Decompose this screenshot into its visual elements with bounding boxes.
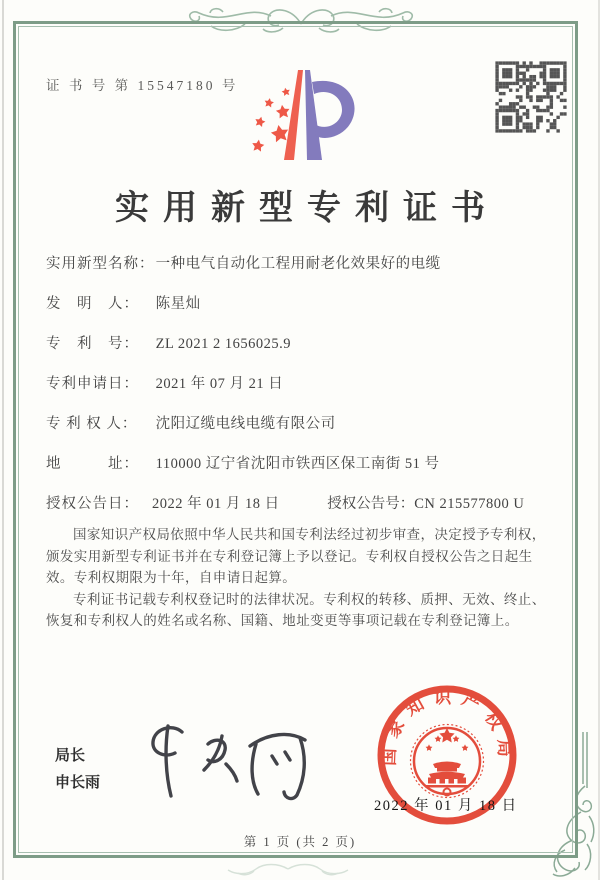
field-label: 专 利 权 人： — [46, 416, 138, 432]
field-label: 实用新型名称： — [46, 256, 155, 272]
signer-name: 申长雨 — [55, 774, 101, 791]
seal-date: 2022 年 01 月 18 日 — [374, 798, 518, 814]
field-value: 2021 年 07 月 21 日 — [155, 376, 284, 392]
field-value: 2022 年 01 月 18 日 — [152, 496, 280, 512]
field-value: ZL 2021 2 1656025.9 — [155, 336, 292, 352]
field-label: 专 利 号： — [46, 336, 139, 352]
field-row-patent-no — [46, 332, 556, 352]
field-label: 授权公告日： — [46, 496, 139, 512]
certificate-fields — [46, 252, 556, 532]
field-row-address — [46, 452, 556, 472]
page-number: 第 1 页 (共 2 页) — [243, 835, 357, 849]
field-label: 发 明 人： — [46, 296, 139, 312]
svg-text:国家知识产权局 — [379, 687, 516, 766]
handwritten-signature-icon — [138, 710, 328, 810]
certificate-number: 证 书 号 第 15547180 号 — [46, 78, 239, 93]
field-label: 地 址： — [46, 456, 139, 472]
field-row-inventor — [46, 292, 556, 312]
field-value: CN 215577800 U — [414, 496, 525, 512]
bottom-ornament-icon — [208, 861, 368, 878]
legal-text — [46, 524, 554, 632]
certificate-title: 实用新型专利证书 — [115, 190, 499, 227]
seal-ring-text: 国家知识产权局 — [378, 686, 516, 767]
field-value: 110000 辽宁省沈阳市铁西区保工南街 51 号 — [155, 456, 440, 472]
signer-title: 局长 — [55, 747, 86, 764]
cnipa-logo-icon — [236, 60, 370, 168]
field-value: 一种电气自动化工程用耐老化效果好的电缆 — [155, 256, 441, 272]
field-grant-number — [327, 496, 524, 512]
legal-paragraph-1: 国家知识产权局依照中华人民共和国专利法经过初步审查，决定授予专利权，颁发实用新型专利证书并在专利登记簿上予以登记。专利权自授权公告之日起生效。专利权期限为十年，自申请日起算。 — [46, 527, 546, 585]
field-value: 陈星灿 — [155, 296, 201, 312]
signer-block — [55, 742, 100, 796]
qr-code — [492, 58, 570, 136]
field-row-patentee — [46, 412, 556, 432]
field-label: 授权公告号： — [327, 496, 415, 512]
field-label: 专利申请日： — [46, 376, 139, 392]
scan-edge-left — [2, 0, 4, 880]
field-row-filing-date — [46, 372, 556, 392]
field-value: 沈阳辽缆电线电缆有限公司 — [155, 416, 336, 432]
field-row-grant — [46, 492, 556, 512]
legal-paragraph-2: 专利证书记载专利权登记时的法律状况。专利权的转移、质押、无效、终止、恢复和专利权人的姓名或名称、国籍、地址变更等事项记载在专利登记簿上。 — [46, 591, 546, 628]
field-grant-date — [46, 496, 280, 512]
field-row-name — [46, 252, 556, 272]
